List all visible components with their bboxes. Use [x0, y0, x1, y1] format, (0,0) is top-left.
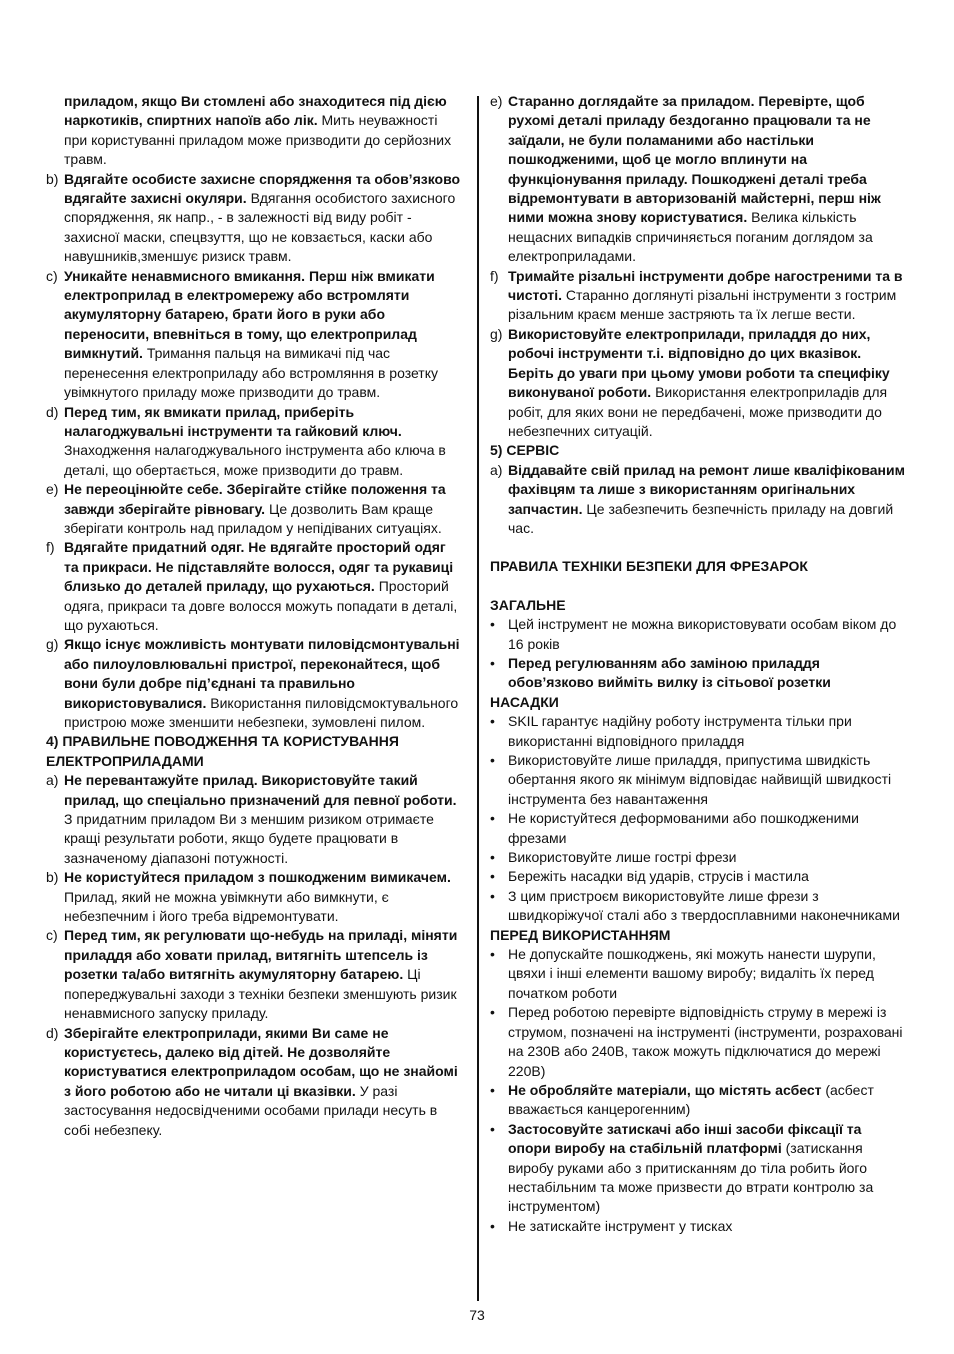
body-text: Це дозволить Вам краще зберігати контроль над приладом у непідіваних ситуаціях. — [64, 500, 442, 536]
list-item — [46, 538, 464, 635]
emphasis-text: Вдягайте особисте захисне спорядження та обов’язково вдягайте захисні окуляри. — [64, 170, 461, 207]
list-item — [490, 325, 908, 441]
body-text: Прилад, який не можна увімкнути або вимкнути, є небезпечним і його треба відремонтувати. — [64, 888, 389, 925]
list-item — [490, 867, 908, 886]
emphasis-text: Перед тим, як вмикати прилад, приберіть налагоджувальні інструменти та гайковий ключ. — [64, 403, 402, 439]
body-text: Перед роботою перевірте відповідність струму в мережі із струмом, позначені на інструменті (інструменти, розраховані на 230В або 240В, також можуть підключатися до мережі 220В) — [508, 1004, 903, 1079]
bullet-marker: • — [490, 713, 495, 730]
list-item — [490, 848, 908, 867]
list-item — [46, 771, 464, 868]
bullet-marker: • — [490, 752, 495, 768]
body-text: Це забезпечить безпечність приладу на довгий час. — [508, 500, 894, 536]
bullet-marker: • — [490, 887, 495, 904]
list-item — [490, 1081, 908, 1120]
bullet-marker: • — [490, 1004, 495, 1021]
right-column — [490, 92, 908, 1236]
body-text: Використовуйте лише гострі фрези — [508, 849, 737, 866]
emphasis-text: Перед тим, як регулювати що-небудь на приладі, міняти приладдя або ховати прилад, витягніть штепсель із розетки та/або витягніть акумуляторну батарею. — [64, 927, 458, 983]
list-item — [490, 267, 908, 325]
list-item — [46, 480, 464, 538]
item-label: b) — [46, 170, 59, 187]
body-text: (асбест вважається канцерогенним) — [508, 1081, 874, 1118]
emphasis-text: Застосовуйте затискачі або інші засоби фіксації та опори виробу на стабільній платформі — [508, 1120, 862, 1157]
list-item — [490, 1120, 908, 1217]
bullet-marker: • — [490, 616, 495, 633]
bullet-marker: • — [490, 1217, 495, 1234]
emphasis-text: Зберігайте електроприлади, якими Ви саме не користуєтесь, далеко від дітей. Не дозволяйте користуватися електроприладом особам, що не знайомі з його роботою або не читали ці вказівки. — [64, 1024, 458, 1099]
item-label: b) — [46, 869, 59, 886]
body-text: Цей інструмент не можна використовувати особам віком до 16 років — [508, 616, 897, 652]
item-label: f) — [490, 267, 499, 284]
emphasis-text: Не обробляйте матеріали, що містять асбест — [508, 1081, 822, 1098]
item-label: g) — [46, 636, 59, 653]
item-label: e) — [490, 93, 503, 109]
bullet-marker: • — [490, 1081, 495, 1098]
paragraph — [46, 92, 464, 170]
emphasis-text: Якщо існує можливість монтувати пиловідсмонтувальні або пилоуловлювальні пристрої, переконайтеся, щоб вони були добре під’єднані та правильно використовувалися. — [64, 636, 460, 711]
sub-heading: НАСАДКИ — [490, 693, 559, 710]
list-item — [490, 461, 908, 539]
emphasis-text: Не користуйтеся приладом з пошкодженим вимикачем. — [64, 869, 451, 886]
body-text: SKIL гарантує надійну роботу інструмента тільки при використанні відповідного приладдя — [508, 713, 852, 749]
emphasis-text: Старанно доглядайте за приладом. Перевірте, щоб рухомі деталі приладу бездоганно працювали та не заїдали, не були поламаними або настільки пошкодженими, щоб це могло вплинути на функціонування приладу. Пошкоджені деталі треба відремонтувати в авторизованій майстерні, перш ніж ними можна знову користуватися. — [508, 93, 881, 226]
body-text: Не користуйтеся деформованими або пошкодженими фрезами — [508, 810, 859, 846]
body-text: Велика кількість нещасних випадків спричиняється поганим доглядом за електроприладами. — [508, 209, 873, 265]
body-text: Мить неуважності при користуванні приладом може призводити до серйозних травм. — [64, 112, 452, 168]
list-item — [490, 887, 908, 926]
page-number: 73 — [469, 1307, 485, 1323]
bullet-marker: • — [490, 810, 495, 827]
list-item — [46, 868, 464, 926]
list-item — [490, 1217, 908, 1236]
emphasis-text: Тримайте різальні інструменти добре нагостреними та в чистоті. — [508, 267, 903, 304]
item-label: f) — [46, 539, 55, 556]
list-item — [490, 654, 908, 693]
list-item — [490, 809, 908, 848]
body-text: У разі застосування недосвідченими особами прилади несуть в собі небезпеку. — [64, 1082, 438, 1138]
item-label: c) — [46, 267, 58, 284]
list-item — [46, 403, 464, 481]
body-text: Знаходження налагоджувального інструмента або ключа в деталі, що обертається, може призводити до травм. — [64, 442, 446, 478]
item-label: d) — [46, 1024, 59, 1041]
body-text: Тримання пальця на вимикачі під час перенесення електроприладу або встромляння в розетку увімкнутого приладу може призводити до травм. — [64, 345, 438, 401]
list-item — [46, 1024, 464, 1140]
left-column — [46, 92, 464, 1140]
sub-heading: ЗАГАЛЬНЕ — [490, 596, 566, 613]
list-item — [490, 615, 908, 654]
body-text: (затискання виробу руками або з притисканням до тіла робить його нестабільним та може призвести до втрати контролю за інструментом) — [508, 1140, 874, 1215]
item-label: g) — [490, 325, 503, 342]
sub-heading: ПЕРЕД ВИКОРИСТАННЯМ — [490, 926, 671, 943]
body-text: Не допускайте пошкоджень, які можуть нанести шурупи, цвяхи і інші елементи вашому виробу; видаліть їх перед початком роботи — [508, 946, 876, 1001]
item-label: e) — [46, 481, 59, 498]
list-item — [490, 751, 908, 809]
sub-heading: ПРАВИЛА ТЕХНІКИ БЕЗПЕКИ ДЛЯ ФРЕЗАРОК — [490, 558, 808, 575]
section-heading: 4) ПРАВИЛЬНЕ ПОВОДЖЕННЯ ТА КОРИСТУВАННЯ ЕЛЕКТРОПРИЛАДАМИ — [46, 733, 399, 769]
list-item — [490, 945, 908, 1003]
column-divider — [477, 96, 479, 1301]
item-label: a) — [490, 461, 503, 478]
bullet-marker: • — [490, 654, 495, 671]
bullet-marker: • — [490, 1120, 495, 1137]
emphasis-text: Уникайте ненавмисного вмикання. Перш ніж вмикати електроприлад в електромережу або встромляти акумуляторну батарею, брати його в руки або переносити, впевніться в тому, що електроприлад вимкнутий. — [64, 267, 435, 362]
list-item — [490, 1003, 908, 1081]
emphasis-text: Не переоцінюйте себе. Зберігайте стійке положення та завжди зберігайте рівновагу. — [64, 481, 446, 517]
body-text: Використання пиловідсмоктувального пристрою може зменшити небезпеки, зумовлені пилом. — [64, 694, 459, 730]
list-item — [490, 92, 908, 267]
emphasis-text: Віддавайте свій прилад на ремонт лише кваліфікованим фахівцям та лише з використанням оригінальних запчастин. — [508, 461, 905, 517]
body-text: Ці попереджувальні заходи з техніки безпеки зменшують ризик ненавмисного запуску приладу. — [64, 966, 457, 1022]
body-text: Старанно доглянуті різальні інструменти з гострим різальним краєм менше застряють та їх легше вести. — [508, 287, 897, 323]
section-heading: 5) СЕРВІС — [490, 442, 560, 459]
body-text: Використовуйте лише приладдя, припустима швидкість обертання якого як мінімум відповідає найвищій швидкості інструмента без навантаження — [508, 752, 892, 807]
item-label: a) — [46, 772, 59, 789]
list-item — [46, 267, 464, 403]
body-text: Бережіть насадки від ударів, струсів і мастила — [508, 868, 809, 885]
item-label: d) — [46, 403, 59, 420]
body-text: З цим пристроєм використовуйте лише фрези з швидкоріжучої сталі або з твердосплавними наконечниками — [508, 887, 900, 924]
item-label: c) — [46, 927, 58, 944]
list-item — [46, 170, 464, 267]
bullet-marker: • — [490, 849, 495, 866]
emphasis-text: Використовуйте електроприлади, приладдя до них, робочі інструменти т.і. відповідно до цих вказівок. Беріть до уваги при цьому умови роботи та специфіку виконуваної роботи. — [508, 325, 890, 401]
emphasis-text: Перед регулюванням або заміною приладдя обов’язково вийміть вилку із сітьової розетки — [508, 654, 831, 691]
body-text: Вдягання особистого захисного спорядження, як напр., - в залежності від виду робіт - захисної маски, спецвзуття, що не ковзається, каски або навушників,зменшує ризиск травм. — [64, 190, 456, 265]
list-item — [46, 926, 464, 1023]
emphasis-text: Не перевантажуйте прилад. Використовуйте такий прилад, що спеціально призначений для певної роботи. — [64, 772, 457, 808]
body-text: Просторий одяга, прикраси та довге волосся можуть попадати в деталі, що рухаються. — [64, 578, 458, 633]
bullet-marker: • — [490, 868, 495, 885]
body-text: Не затискайте інструмент у тисках — [508, 1217, 733, 1234]
emphasis-text: приладом, якщо Ви стомлені або знаходитеся під дією наркотиків, спиртних напоїв або лік. — [64, 93, 447, 129]
emphasis-text: Вдягайте придатний одяг. Не вдягайте просторий одяг та прикраси. Не підставляйте волосся, одяг та рукавиці близько до деталей приладу, що рухаються. — [64, 539, 454, 595]
list-item — [490, 712, 908, 751]
body-text: Використання електроприладів для робіт, для яких вони не передбачені, може призводити до небезпечних ситуацій. — [508, 384, 888, 439]
bullet-marker: • — [490, 946, 495, 963]
body-text: З придатним приладом Ви з меншим ризиком отримаєте кращі результати роботи, якщо будете працювати в зазначеному діапазоні потужності. — [64, 811, 434, 866]
list-item — [46, 635, 464, 732]
